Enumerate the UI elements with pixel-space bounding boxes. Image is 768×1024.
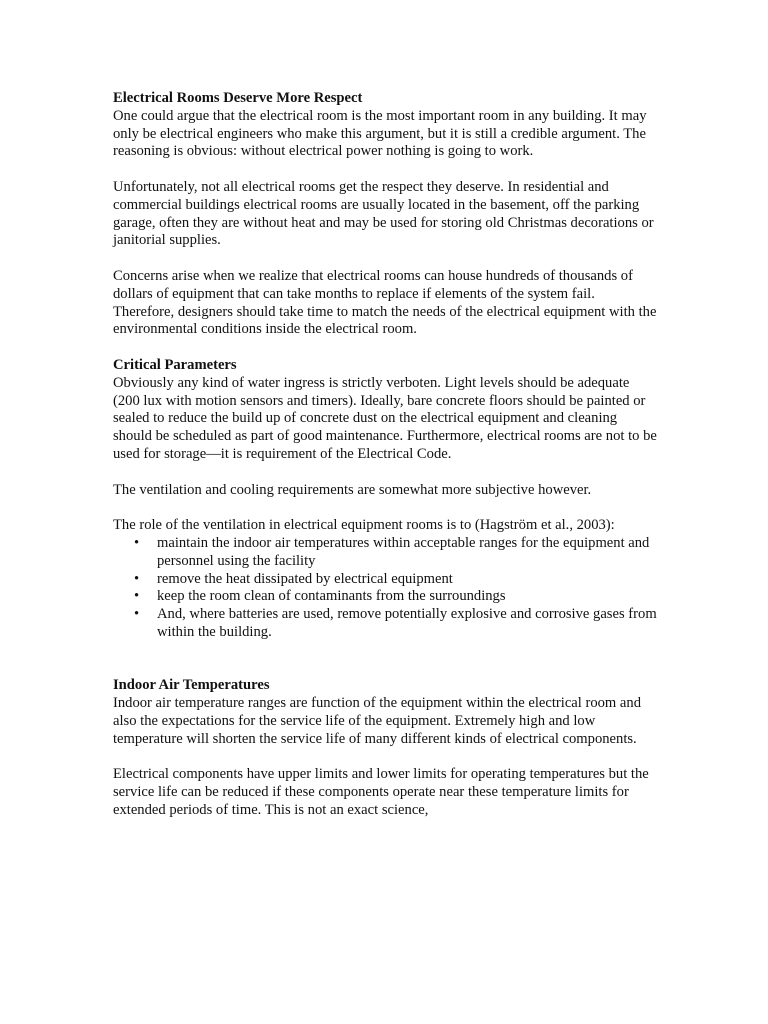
list-item (113, 606, 658, 642)
paragraph: The role of the ventilation in electrical equipment rooms is to (Hagström et al., 2003): (113, 517, 615, 534)
bullet-list (113, 535, 658, 642)
ventilation-role-block (113, 517, 658, 642)
list-item (113, 535, 658, 571)
bullet-icon: • (134, 570, 140, 587)
section-critical-parameters (113, 357, 658, 464)
list-item-text: remove the heat dissipated by electrical equipment (157, 570, 453, 587)
paragraph: Concerns arise when we realize that electrical rooms can house hundreds of thousands of dollars of equipment that can take months to replace if elements of the system fail. Therefore, designers should take time to match the needs of the electrical equipment with the environmental conditions inside the electrical room. (113, 267, 657, 338)
paragraph: One could argue that the electrical room is the most important room in any building. It may only be electrical engineers who make this argument, but it is still a credible argument. The reasoning is obvious: without electrical power nothing is going to work. (113, 107, 647, 160)
list-item-text: keep the room clean of contaminants from the surroundings (157, 588, 506, 605)
section-heading: Indoor Air Temperatures (113, 677, 270, 694)
bullet-icon: • (134, 606, 140, 623)
spacer (113, 660, 658, 678)
paragraph: Electrical components have upper limits and lower limits for operating temperatures but the service life can be reduced if these components operate near these temperature limits for extended periods of time. This is not an exact science, (113, 766, 649, 818)
bullet-icon: • (134, 588, 140, 605)
list-item (113, 571, 658, 589)
section-heading: Critical Parameters (113, 356, 237, 373)
section-electrical-rooms (113, 90, 658, 161)
list-item (113, 588, 658, 606)
section-indoor-air-temperatures (113, 677, 658, 748)
paragraph: The ventilation and cooling requirements are somewhat more subjective however. (113, 481, 592, 498)
document-page (113, 90, 658, 837)
list-item-text: maintain the indoor air temperatures within acceptable ranges for the equipment and personnel using the facility (157, 534, 650, 569)
list-item-text: And, where batteries are used, remove potentially explosive and corrosive gases from within the building. (157, 606, 657, 640)
section-heading: Electrical Rooms Deserve More Respect (113, 90, 363, 106)
paragraph: Unfortunately, not all electrical rooms get the respect they deserve. In residential and commercial buildings electrical rooms are usually located in the basement, off the parking garage, often they are without heat and may be used for storing old Christmas decorations or janitorial supplies. (113, 178, 654, 249)
paragraph: Obviously any kind of water ingress is strictly verboten. Light levels should be adequate (200 lux with motion sensors and timers). Ideally, bare concrete floors should be painted or sealed to reduce the build up of concrete dust on the electrical equipment and cleaning should be scheduled as part of good maintenance. Furthermore, electrical rooms are not to be used for storage—it is requirement of the Electrical Code. (113, 374, 657, 462)
bullet-icon: • (134, 534, 140, 551)
paragraph: Indoor air temperature ranges are function of the equipment within the electrical room and also the expectations for the service life of the equipment. Extremely high and low temperature will shorten the service life of many different kinds of electrical components. (113, 695, 642, 747)
